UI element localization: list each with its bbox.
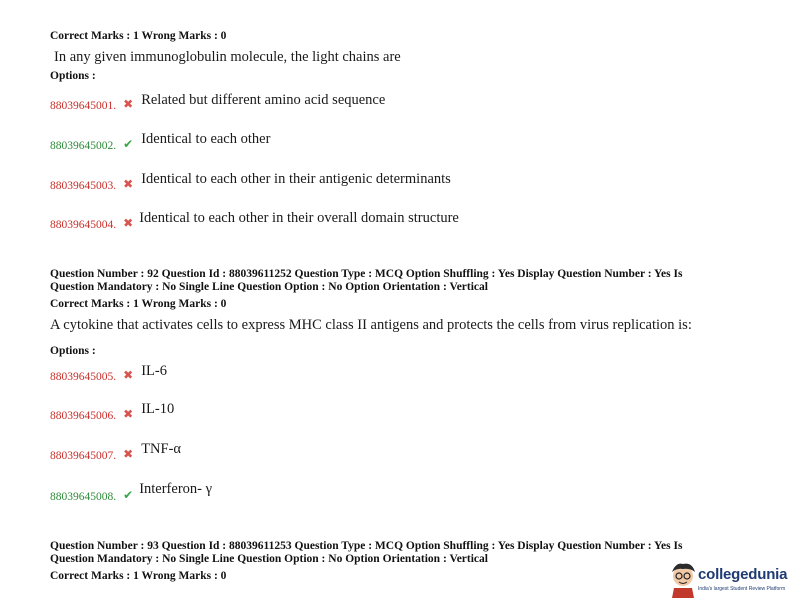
correct-check-icon: ✔ — [123, 488, 134, 502]
option-text: IL-6 — [141, 363, 167, 379]
option-id: 88039645003. — [50, 180, 117, 192]
option-row — [50, 170, 451, 192]
question-93-meta-line1: Question Number : 93 Question Id : 88039611253 Question Type : MCQ Option Shuffling : Yes Display Question Number : Yes Is — [50, 540, 683, 552]
option-row — [50, 480, 213, 503]
option-text: TNF-α — [141, 441, 182, 457]
option-row — [50, 91, 386, 112]
wrong-mark-icon: ✖ — [123, 407, 134, 421]
option-id: 88039645005. — [50, 371, 117, 383]
collegedunia-logo — [668, 560, 788, 604]
question-92-text: A cytokine that activates cells to express MHC class II antigens and protects the cells from virus replication is: — [50, 317, 692, 333]
wrong-mark-icon: ✖ — [123, 216, 134, 230]
option-id: 88039645007. — [50, 450, 117, 462]
option-row — [50, 362, 167, 383]
prev-question-marks: Correct Marks : 1 Wrong Marks : 0 — [50, 30, 227, 42]
question-93-meta-line2: Question Mandatory : No Single Line Question Option : No Option Orientation : Vertical — [50, 553, 488, 565]
wrong-mark-icon: ✖ — [123, 177, 134, 191]
logo-tagline: India's largest Student Review Platform — [698, 586, 786, 592]
wrong-mark-icon: ✖ — [123, 97, 134, 111]
option-text: Related but different amino acid sequence — [141, 92, 386, 108]
wrong-mark-icon: ✖ — [123, 368, 134, 382]
option-text: IL-10 — [141, 401, 175, 417]
option-text: Identical to each other — [141, 131, 271, 147]
question-92-meta-line2: Question Mandatory : No Single Line Question Option : No Option Orientation : Vertical — [50, 281, 488, 293]
option-text: Identical to each other in their antigenic determinants — [141, 171, 451, 187]
option-text: Interferon- γ — [139, 481, 213, 497]
option-row — [50, 209, 459, 231]
question-92-marks: Correct Marks : 1 Wrong Marks : 0 — [50, 298, 227, 310]
question-93-marks: Correct Marks : 1 Wrong Marks : 0 — [50, 570, 227, 582]
prev-question-text: In any given immunoglobulin molecule, the light chains are — [54, 49, 401, 65]
prev-options-label: Options : — [50, 70, 96, 82]
option-id: 88039645006. — [50, 410, 117, 422]
option-id: 88039645004. — [50, 219, 117, 231]
option-row — [50, 130, 271, 152]
option-text: Identical to each other in their overall domain structure — [139, 210, 459, 226]
option-id: 88039645001. — [50, 100, 117, 112]
option-row — [50, 400, 175, 422]
question-92-options-label: Options : — [50, 345, 96, 357]
option-id: 88039645002. — [50, 140, 117, 152]
mascot-icon — [668, 562, 698, 598]
logo-wordmark: collegedunia — [698, 566, 788, 583]
wrong-mark-icon: ✖ — [123, 447, 134, 461]
option-row — [50, 440, 182, 462]
correct-check-icon: ✔ — [123, 137, 134, 151]
option-id: 88039645008. — [50, 491, 117, 503]
question-92-meta-line1: Question Number : 92 Question Id : 88039611252 Question Type : MCQ Option Shuffling : Yes Display Question Number : Yes Is — [50, 268, 683, 280]
